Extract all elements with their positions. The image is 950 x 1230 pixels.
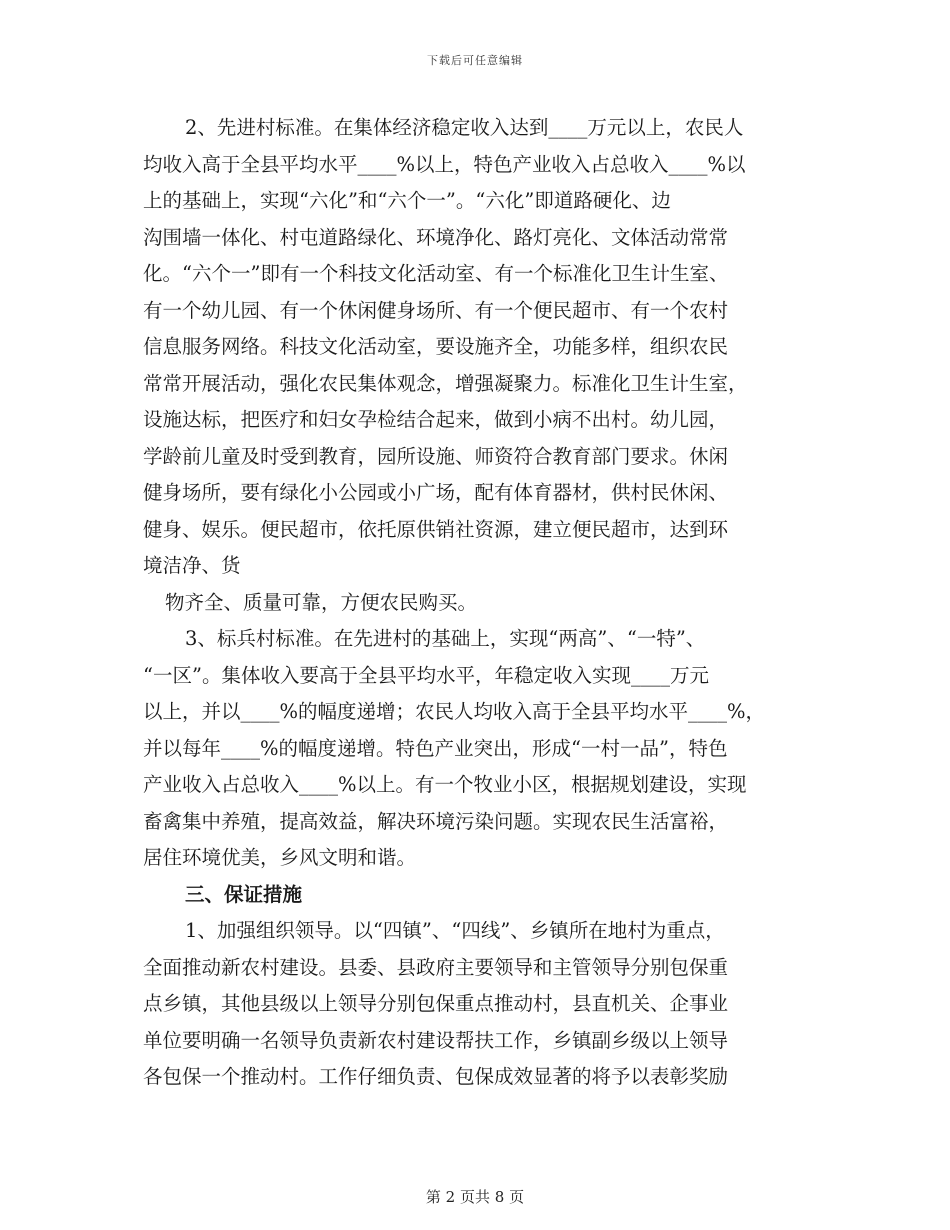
text-line: 单位要明确一名领导负责新农村建设帮扶工作，乡镇副乡级以上领导	[143, 1028, 729, 1052]
text-line: 上的基础上，实现“六化”和“六个一”。“六化”即道路硬化、边	[143, 189, 671, 212]
section-heading: 三、保证措施	[185, 882, 303, 906]
text-line: 健身、娱乐。便民超市，依托原供销社资源，建立便民超市，达到环	[143, 517, 729, 541]
text-line: 居住环境优美，乡风文明和谐。	[143, 846, 417, 869]
text-line: 点乡镇，其他县级以上领导分别包保重点推动村，县直机关、企事业	[143, 992, 729, 1015]
text-line: 设施达标，把医疗和妇女孕检结合起来，做到小病不出村。幼儿园，	[143, 408, 729, 431]
text-line: 3、标兵村标准。在先进村的基础上，实现“两高”、“一特”、	[185, 627, 706, 650]
text-line: 均收入高于全县平均水平____%以上，特色产业收入占总收入____%以	[143, 152, 746, 176]
text-line: 学龄前儿童及时受到教育，园所设施、师资符合教育部门要求。休闲	[143, 444, 729, 468]
text-line: 健身场所，要有绿化小公园或小广场，配有体育器材，供村民休闲、	[143, 481, 729, 504]
page-header: 下载后可任意编辑	[427, 54, 523, 67]
text-line: 1、加强组织领导。以“四镇”、“四线”、乡镇所在地村为重点，	[185, 919, 725, 942]
document-body	[143, 110, 808, 1096]
text-line: 物齐全、质量可靠，方便农民购买。	[165, 590, 478, 614]
text-line: 沟围墙一体化、村屯道路绿化、环境净化、路灯亮化、文体活动常常	[143, 225, 729, 249]
text-line: “一区”。集体收入要高于全县平均水平，年稳定收入实现____万元	[143, 663, 709, 687]
text-line: 境洁净、货	[143, 554, 241, 577]
text-line: 以上，并以____%的幅度递增；农民人均收入高于全县平均水平____%，	[143, 700, 766, 723]
text-line: 化。“六个一”即有一个科技文化活动室、有一个标准化卫生计生室、	[143, 262, 729, 285]
text-line: 产业收入占总收入____%以上。有一个牧业小区，根据规划建设，实现	[143, 773, 747, 796]
text-line: 2、先进村标准。在集体经济稳定收入达到____万元以上，农民人	[185, 116, 744, 139]
text-line: 常常开展活动，强化农民集体观念，增强凝聚力。标准化卫生计生室，	[143, 371, 748, 395]
text-line: 信息服务网络。科技文化活动室，要设施齐全，功能多样，组织农民	[143, 335, 729, 358]
text-line: 并以每年____%的幅度递增。特色产业突出，形成“一村一品”，特色	[143, 736, 728, 760]
page-footer: 第 2 页共 8 页	[425, 1188, 525, 1206]
text-line: 各包保一个推动村。工作仔细负责、包保成效显著的将予以表彰奖励	[143, 1065, 729, 1088]
text-line: 畜禽集中养殖，提高效益，解决环境污染问题。实现农民生活富裕，	[143, 809, 729, 833]
text-line: 全面推动新农村建设。县委、县政府主要领导和主管领导分别包保重	[143, 955, 729, 979]
text-line: 有一个幼儿园、有一个休闲健身场所、有一个便民超市、有一个农村	[143, 298, 729, 322]
